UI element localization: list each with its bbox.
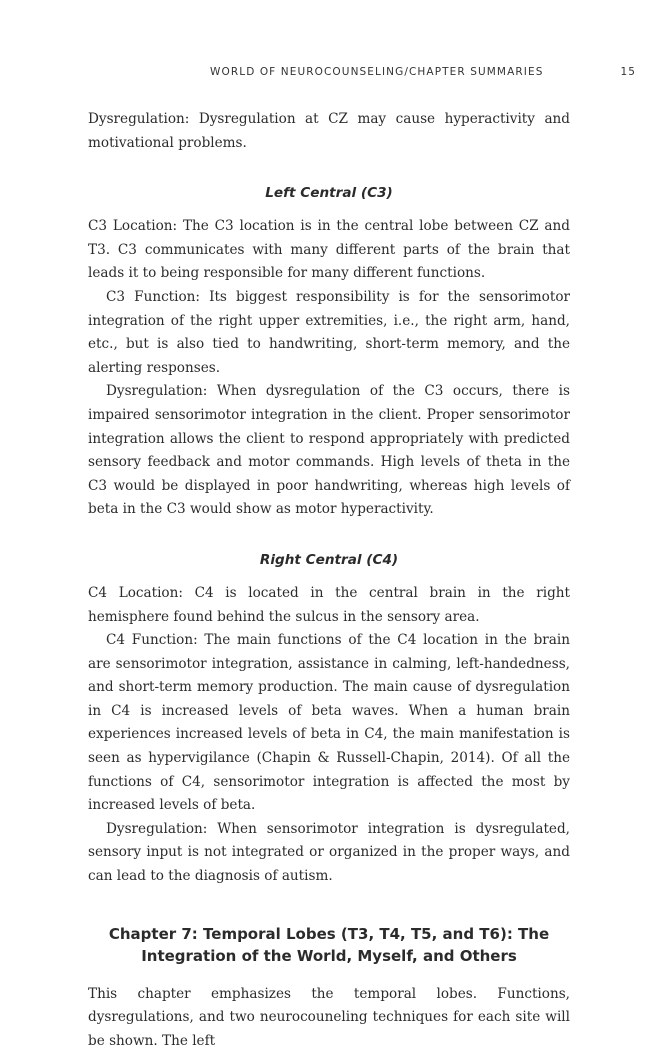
- chapter-heading: [88, 923, 570, 967]
- chapter-heading-line: Chapter 7: Temporal Lobes (T3, T4, T5, and T6): The: [108, 924, 550, 943]
- body-paragraph: C3 Location: The C3 location is in the central lobe between CZ and T3. C3 communicates with many different parts of the brain that leads it to being responsible for many different functions.: [88, 218, 570, 282]
- running-title: WORLD OF NEUROCOUNSELING/CHAPTER SUMMARIES: [210, 66, 544, 78]
- running-head: [210, 66, 636, 78]
- body-paragraph: Dysregulation: When dysregulation of the C3 occurs, there is impaired sensorimotor integration in the client. Proper sensorimotor integration allows the client to respond appropriately with predicted sensory feedback and motor commands. High levels of theta in the C3 would be displayed in poor handwriting, whereas high levels of beta in the C3 would show as motor hyperactivity.: [88, 383, 570, 518]
- section-heading: Left Central (C3): [265, 185, 393, 202]
- body-paragraph: Dysregulation: Dysregulation at CZ may cause hyperactivity and motivational problems.: [88, 111, 570, 151]
- body-paragraph: Dysregulation: When sensorimotor integration is dysregulated, sensory input is not integrated or organized in the proper ways, and can lead to the diagnosis of autism.: [88, 820, 570, 885]
- body-paragraph: C4 Function: The main functions of the C4 location in the brain are sensorimotor integration, assistance in calming, left-handedness, and short-term memory production. The main cause of dysregulation in C4 is increased levels of beta waves. When a human brain experiences increased levels of beta in C4, the main manifestation is seen as hypervigilance (Chapin & Russell-Chapin, 2014). Of all the functions of C4, sensorimotor integration is affected the most by increased levels of beta.: [88, 632, 570, 814]
- page-number: 15: [620, 66, 636, 78]
- body-paragraph: C3 Function: Its biggest responsibility is for the sensorimotor integration of the right upper extremities, i.e., the right arm, hand, etc., but is also tied to handwriting, short-term memory, and the alerting responses.: [88, 288, 570, 376]
- body-paragraph: C4 Location: C4 is located in the central brain in the right hemisphere found behind the sulcus in the sensory area.: [88, 584, 570, 625]
- section-heading: Right Central (C4): [259, 551, 399, 568]
- chapter-heading-line: Integration of the World, Myself, and Others: [141, 946, 517, 965]
- page-content: [88, 108, 570, 1053]
- body-paragraph: This chapter emphasizes the temporal lobes. Functions, dysregulations, and two neurocouneling techniques for each site will be shown. The left: [88, 985, 570, 1049]
